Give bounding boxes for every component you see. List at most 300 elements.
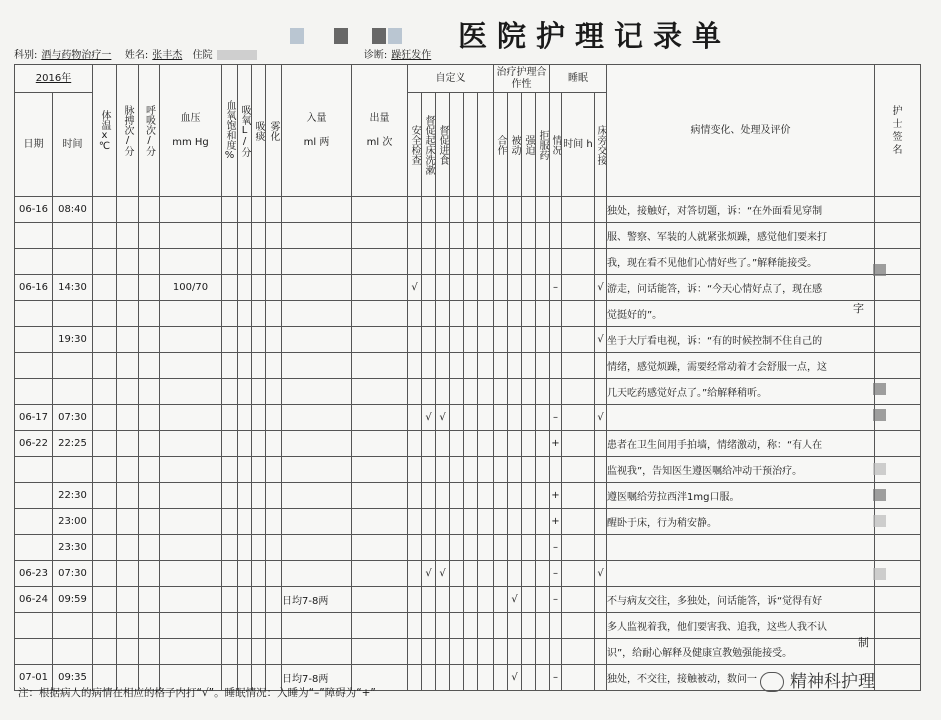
cell-empty (464, 483, 478, 509)
cell-empty (117, 301, 139, 327)
cell-empty (252, 561, 266, 587)
cell-empty (139, 249, 160, 275)
cell-empty (522, 431, 536, 457)
cell-time (53, 249, 93, 275)
cell-empty (352, 353, 408, 379)
oxygen-header: 吸氧L/分 (238, 65, 252, 197)
cell-time: 22:25 (53, 431, 93, 457)
cell-empty (252, 483, 266, 509)
cell-empty (252, 587, 266, 613)
cell-date: 06-23 (15, 561, 53, 587)
cell-empty (117, 197, 139, 223)
cell-safety (408, 613, 422, 639)
cell-time: 19:30 (53, 327, 93, 353)
cell-empty (875, 223, 921, 249)
cell-bedside (595, 509, 607, 535)
cell-empty (875, 639, 921, 665)
cell-time (53, 353, 93, 379)
cell-empty (478, 509, 494, 535)
cell-empty (562, 379, 595, 405)
cell-empty (450, 587, 464, 613)
cell-empty (266, 483, 282, 509)
cell-empty (536, 457, 550, 483)
table-row (15, 457, 921, 483)
cell-eat (436, 197, 450, 223)
cell-coop (494, 639, 508, 665)
sleep-group-header: 睡眠 (550, 65, 607, 93)
cell-sleep: – (550, 561, 562, 587)
cell-note: 几天吃药感觉好点了。”给解释稍听。 (607, 379, 875, 405)
table-row (15, 613, 921, 639)
cell-empty (536, 665, 550, 691)
cell-empty (222, 275, 238, 301)
cell-empty (117, 509, 139, 535)
cell-time: 09:59 (53, 587, 93, 613)
cell-empty (562, 431, 595, 457)
cell-coop (494, 561, 508, 587)
cell-empty (464, 405, 478, 431)
cell-empty (252, 379, 266, 405)
cell-date (15, 353, 53, 379)
cell-wash (422, 509, 436, 535)
cell-empty (93, 197, 117, 223)
redaction-mark (217, 50, 257, 60)
wechat-icon (760, 672, 784, 692)
cell-empty (536, 509, 550, 535)
nurse-sign-header: 护士签名 (875, 65, 921, 197)
cell-date: 07-01 (15, 665, 53, 691)
cell-empty (266, 431, 282, 457)
cell-empty (536, 301, 550, 327)
cell-empty (238, 483, 252, 509)
cell-eat (436, 379, 450, 405)
cell-empty (238, 249, 252, 275)
cell-empty (93, 457, 117, 483)
cell-coop (494, 665, 508, 691)
dept-label: 科别: (14, 50, 38, 61)
cell-note: 独处，不交往，接触被动，数问一 (607, 665, 875, 691)
cell-coop (494, 301, 508, 327)
cell-note: 多人监视着我，他们要害我、追我，这些人我不认 (607, 613, 875, 639)
side-fragment: 字 (853, 302, 864, 315)
cell-empty (562, 223, 595, 249)
cell-empty (478, 535, 494, 561)
cell-date (15, 223, 53, 249)
cell-empty (352, 457, 408, 483)
redaction-mark (334, 28, 348, 44)
cell-safety (408, 561, 422, 587)
cell-empty (562, 405, 595, 431)
cell-empty (117, 353, 139, 379)
cell-intake (282, 353, 352, 379)
cell-sleep (550, 639, 562, 665)
cell-time (53, 301, 93, 327)
cell-empty (875, 197, 921, 223)
cell-passive (508, 613, 522, 639)
cell-empty (117, 275, 139, 301)
cell-empty (252, 249, 266, 275)
cell-empty (352, 405, 408, 431)
cell-empty (450, 483, 464, 509)
cell-empty (139, 613, 160, 639)
cell-passive (508, 535, 522, 561)
cell-empty (450, 639, 464, 665)
cell-empty (450, 457, 464, 483)
cell-empty (117, 457, 139, 483)
cell-empty (222, 561, 238, 587)
cell-empty (266, 587, 282, 613)
cell-wash (422, 379, 436, 405)
cell-passive (508, 353, 522, 379)
cell-bp (160, 197, 222, 223)
cell-empty (464, 457, 478, 483)
cell-safety (408, 639, 422, 665)
cell-coop (494, 353, 508, 379)
cell-empty (562, 613, 595, 639)
cell-empty (93, 431, 117, 457)
cell-sleep: – (550, 535, 562, 561)
cell-empty (117, 249, 139, 275)
cell-intake (282, 275, 352, 301)
cell-passive (508, 639, 522, 665)
cell-eat (436, 275, 450, 301)
custom-group-header: 自定义 (408, 65, 494, 93)
cell-empty (352, 561, 408, 587)
cell-note: 醒卧于床，行为稍安静。 (607, 509, 875, 535)
name-value: 张丰杰 (152, 50, 183, 61)
cell-empty (478, 587, 494, 613)
cell-passive (508, 379, 522, 405)
cell-empty (352, 275, 408, 301)
condition-header: 病情变化、处理及评价 (607, 65, 875, 197)
table-row (15, 327, 921, 353)
cell-empty (352, 535, 408, 561)
cell-empty (266, 457, 282, 483)
cell-empty (117, 223, 139, 249)
cell-sleep: – (550, 665, 562, 691)
cell-empty (522, 457, 536, 483)
cell-eat (436, 327, 450, 353)
cell-wash (422, 639, 436, 665)
cell-safety (408, 665, 422, 691)
cell-empty (252, 353, 266, 379)
table-row (15, 587, 921, 613)
cell-empty (93, 561, 117, 587)
cell-empty (562, 561, 595, 587)
cell-empty (464, 613, 478, 639)
cell-bp (160, 353, 222, 379)
cell-sleep (550, 353, 562, 379)
cell-time (53, 223, 93, 249)
cell-passive (508, 483, 522, 509)
cell-passive (508, 405, 522, 431)
redaction-mark (873, 489, 886, 501)
cell-empty (238, 639, 252, 665)
output-header: 出量 ml 次 (352, 65, 408, 197)
treat-group-header: 治疗护理合作性 (494, 65, 550, 93)
cell-sleep: + (550, 483, 562, 509)
redaction-mark (873, 264, 886, 276)
cell-empty (450, 509, 464, 535)
cell-empty (536, 379, 550, 405)
cell-empty (875, 587, 921, 613)
cell-wash (422, 483, 436, 509)
cell-empty (252, 197, 266, 223)
table-row (15, 561, 921, 587)
cell-empty (450, 561, 464, 587)
cell-empty (93, 249, 117, 275)
cell-empty (266, 535, 282, 561)
temp-header: 体温x℃ (93, 65, 117, 197)
cell-safety (408, 405, 422, 431)
forced-header: 强迫 (522, 93, 536, 197)
cell-bedside (595, 431, 607, 457)
cell-bp (160, 405, 222, 431)
cell-safety (408, 587, 422, 613)
cell-safety (408, 197, 422, 223)
cell-date (15, 509, 53, 535)
cell-wash (422, 535, 436, 561)
bedside-header: 床旁交接 (595, 93, 607, 197)
cell-date: 06-22 (15, 431, 53, 457)
cell-passive (508, 197, 522, 223)
cell-sleep (550, 457, 562, 483)
cell-empty (93, 327, 117, 353)
cell-intake (282, 509, 352, 535)
cell-empty (252, 405, 266, 431)
cell-empty (222, 431, 238, 457)
cell-empty (352, 587, 408, 613)
cell-sleep (550, 327, 562, 353)
cell-bedside: √ (595, 327, 607, 353)
table-row (15, 431, 921, 457)
cell-time: 08:40 (53, 197, 93, 223)
cell-empty (450, 613, 464, 639)
cell-bp (160, 535, 222, 561)
side-fragment: 制 (858, 636, 869, 649)
cell-empty (450, 431, 464, 457)
cell-bedside (595, 223, 607, 249)
cell-coop (494, 535, 508, 561)
year-header: 2016年 (15, 65, 93, 93)
cell-bp (160, 249, 222, 275)
cell-empty (478, 431, 494, 457)
cell-empty (536, 613, 550, 639)
date-header: 日期 (15, 93, 53, 197)
cell-empty (536, 535, 550, 561)
cell-empty (536, 197, 550, 223)
cell-time: 09:35 (53, 665, 93, 691)
cell-wash (422, 353, 436, 379)
cell-note (607, 405, 875, 431)
cell-safety (408, 301, 422, 327)
cell-empty (222, 587, 238, 613)
cell-time (53, 379, 93, 405)
cell-empty (352, 327, 408, 353)
cell-sleep: + (550, 431, 562, 457)
cell-empty (222, 223, 238, 249)
cell-empty (139, 483, 160, 509)
cell-intake (282, 613, 352, 639)
cell-intake (282, 379, 352, 405)
cell-empty (252, 431, 266, 457)
cell-empty (238, 197, 252, 223)
cell-empty (139, 431, 160, 457)
cell-empty (478, 301, 494, 327)
table-row (15, 379, 921, 405)
cell-passive (508, 223, 522, 249)
redaction-mark (873, 463, 886, 475)
cell-date: 06-24 (15, 587, 53, 613)
cell-time: 07:30 (53, 405, 93, 431)
cell-empty (875, 431, 921, 457)
cell-passive: √ (508, 587, 522, 613)
cell-empty (562, 457, 595, 483)
cell-empty (117, 379, 139, 405)
cell-empty (222, 509, 238, 535)
cell-empty (522, 561, 536, 587)
cell-safety (408, 535, 422, 561)
redaction-mark (873, 568, 886, 580)
cell-empty (450, 223, 464, 249)
custom-blank-header (464, 93, 478, 197)
cell-empty (464, 639, 478, 665)
cell-passive (508, 275, 522, 301)
cell-empty (450, 379, 464, 405)
cell-intake (282, 431, 352, 457)
cell-empty (450, 275, 464, 301)
cell-date: 06-17 (15, 405, 53, 431)
cell-bedside (595, 249, 607, 275)
cell-bp (160, 301, 222, 327)
cell-intake (282, 223, 352, 249)
cell-safety (408, 353, 422, 379)
cell-note: 游走，问话能答，诉：“今天心情好点了，现在感 (607, 275, 875, 301)
cell-empty (562, 327, 595, 353)
redaction-mark (388, 28, 402, 44)
cell-bp (160, 431, 222, 457)
cell-empty (522, 353, 536, 379)
cell-coop (494, 223, 508, 249)
cell-empty (117, 587, 139, 613)
spo2-header: 血氧饱和度% (222, 65, 238, 197)
wash-header: 督促起床洗漱 (422, 93, 436, 197)
cell-empty (238, 275, 252, 301)
resp-header: 呼吸次/分 (139, 65, 160, 197)
cell-empty (450, 353, 464, 379)
cell-safety (408, 509, 422, 535)
cell-time: 07:30 (53, 561, 93, 587)
cell-coop (494, 249, 508, 275)
cell-wash (422, 301, 436, 327)
cell-bedside (595, 639, 607, 665)
cell-wash (422, 457, 436, 483)
cell-empty (478, 249, 494, 275)
cell-wash (422, 249, 436, 275)
cell-empty (238, 535, 252, 561)
cell-empty (875, 301, 921, 327)
cell-empty (352, 483, 408, 509)
table-row (15, 275, 921, 301)
page-title: 医院护理记录单 (458, 19, 732, 53)
cell-date (15, 379, 53, 405)
cell-empty (464, 509, 478, 535)
cell-date: 06-16 (15, 197, 53, 223)
cell-empty (522, 223, 536, 249)
cell-empty (266, 509, 282, 535)
cell-empty (536, 353, 550, 379)
cell-empty (266, 405, 282, 431)
cell-coop (494, 275, 508, 301)
cell-empty (478, 639, 494, 665)
cell-empty (536, 327, 550, 353)
cell-eat (436, 223, 450, 249)
cell-empty (266, 639, 282, 665)
cell-empty (139, 301, 160, 327)
cell-time: 14:30 (53, 275, 93, 301)
cell-empty (536, 405, 550, 431)
cell-passive (508, 249, 522, 275)
cell-sleep (550, 197, 562, 223)
cell-empty (266, 353, 282, 379)
diagnosis-value: 躁狂发作 (391, 50, 432, 61)
cell-empty (222, 613, 238, 639)
refuse-med-header: 拒服药 (536, 93, 550, 197)
custom-blank-header (478, 93, 494, 197)
cell-empty (117, 405, 139, 431)
header-meta (14, 46, 435, 61)
cell-intake (282, 301, 352, 327)
cell-passive (508, 327, 522, 353)
table-row (15, 249, 921, 275)
cell-empty (562, 509, 595, 535)
cell-empty (522, 509, 536, 535)
cell-empty (536, 639, 550, 665)
cell-sleep (550, 613, 562, 639)
cell-sleep: + (550, 509, 562, 535)
cell-note: 独处，接触好，对答切题，诉：“在外面看见穿制 (607, 197, 875, 223)
cell-coop (494, 509, 508, 535)
cell-note: 觉挺好的”。 (607, 301, 875, 327)
cell-empty (222, 301, 238, 327)
cell-empty (464, 249, 478, 275)
cell-empty (222, 353, 238, 379)
cell-wash: √ (422, 405, 436, 431)
cell-empty (450, 665, 464, 691)
cell-note: 患者在卫生间用手拍墙，情绪激动，称：“有人在 (607, 431, 875, 457)
cell-empty (252, 535, 266, 561)
cell-empty (875, 665, 921, 691)
cell-coop (494, 327, 508, 353)
cell-eat (436, 613, 450, 639)
cell-empty (352, 639, 408, 665)
cell-empty (266, 301, 282, 327)
cell-sleep (550, 301, 562, 327)
cell-bedside (595, 457, 607, 483)
cell-intake: 日均7-8两 (282, 587, 352, 613)
cell-empty (522, 613, 536, 639)
cell-empty (139, 509, 160, 535)
dept-value: 酒与药物治疗一 (41, 50, 112, 61)
cell-empty (252, 639, 266, 665)
cell-date (15, 613, 53, 639)
cell-empty (266, 379, 282, 405)
cell-safety (408, 379, 422, 405)
cell-coop (494, 587, 508, 613)
sputum-header: 吸痰 (252, 65, 266, 197)
cell-intake (282, 327, 352, 353)
cell-empty (93, 223, 117, 249)
